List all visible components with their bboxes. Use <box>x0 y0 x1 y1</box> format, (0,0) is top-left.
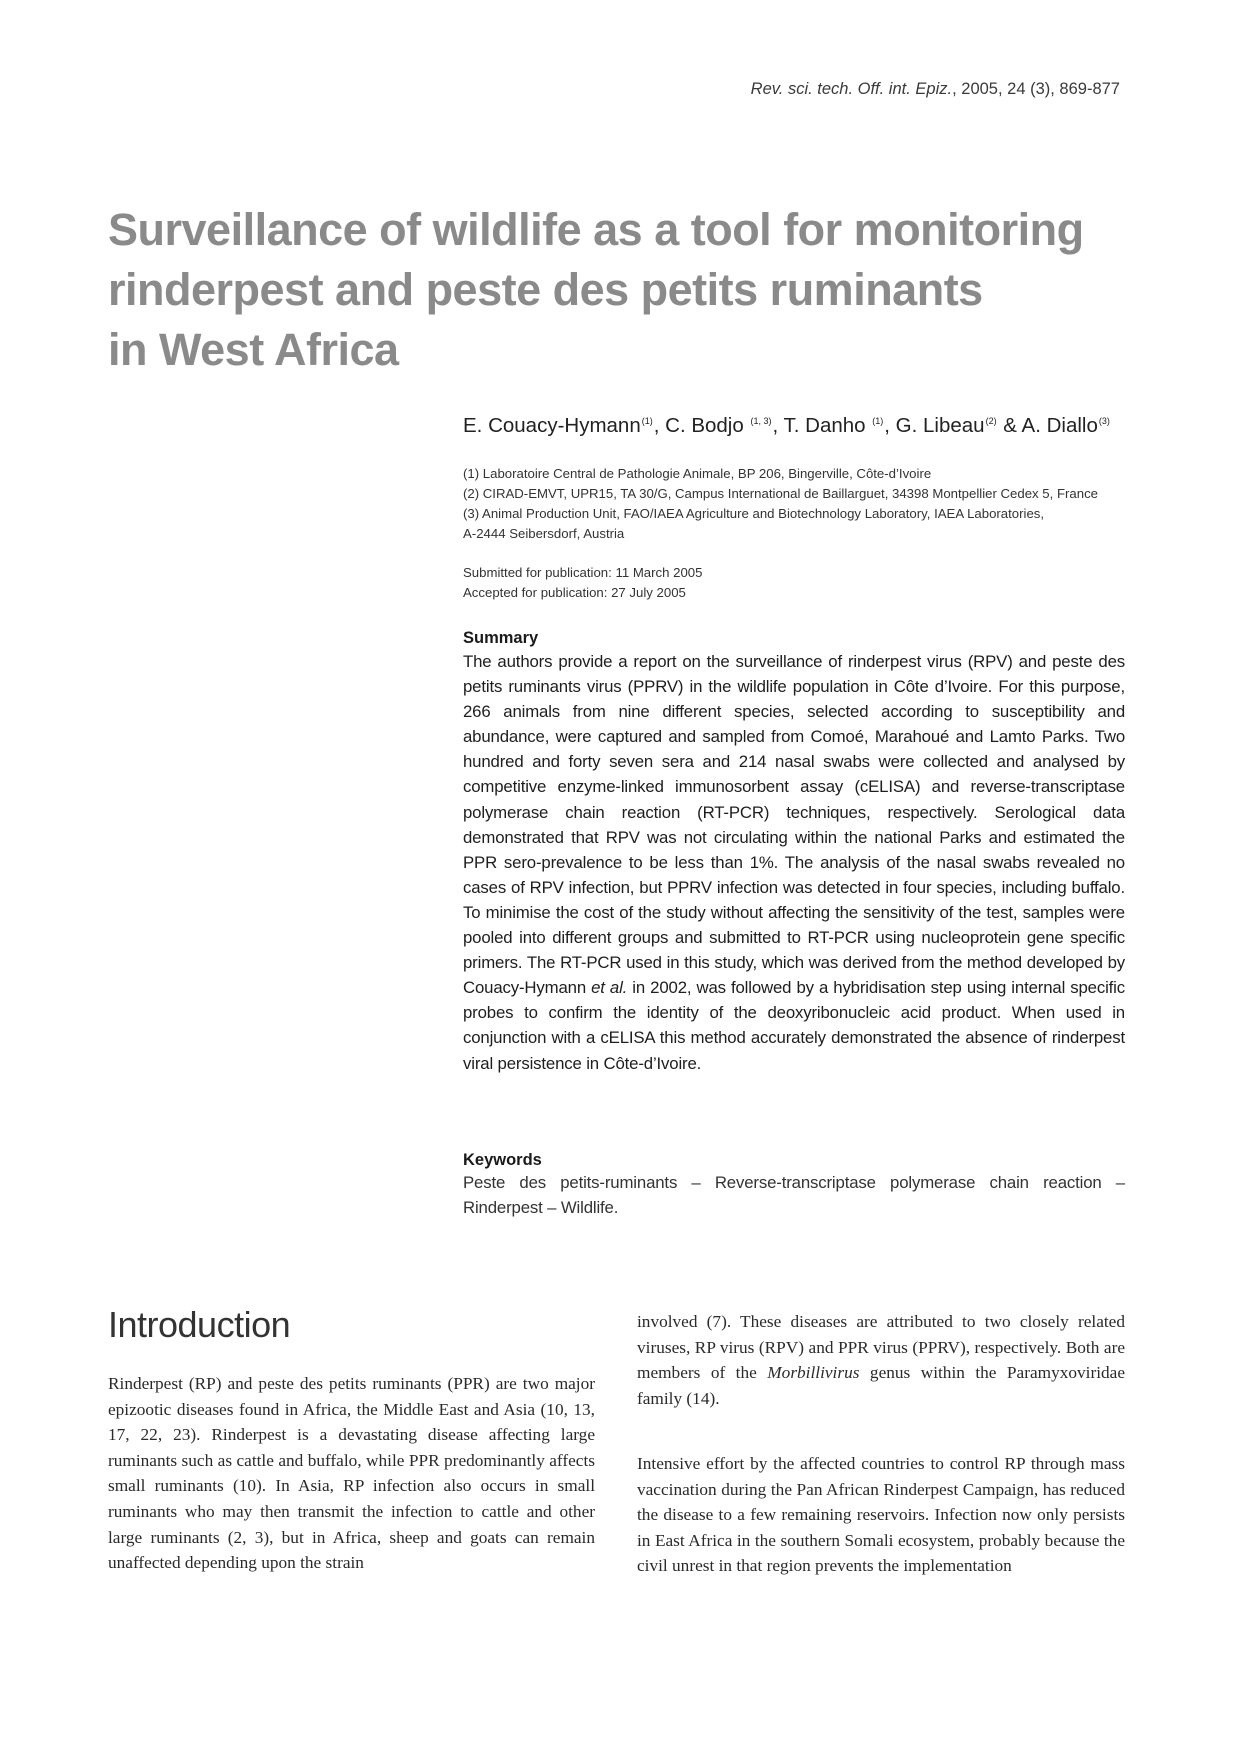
publication-year: 2005 <box>961 80 998 98</box>
author-affiliation-mark: (1) <box>872 416 884 426</box>
title-line: in West Africa <box>108 324 399 375</box>
keywords-section <box>463 1149 1125 1220</box>
body-paragraph <box>637 1309 1125 1411</box>
issue-pages: (3), 869-877 <box>1025 80 1120 98</box>
summary-etal: et al. <box>591 978 628 998</box>
author-affiliation-mark: (3) <box>1098 416 1110 426</box>
introduction-right-column-bottom <box>637 1451 1125 1579</box>
author-name: G. Libeau <box>895 414 985 437</box>
affiliation-line: (3) Animal Production Unit, FAO/IAEA Agriculture and Biotechnology Laboratory, IAEA Laboratories, <box>463 506 1045 521</box>
journal-name: Rev. sci. tech. Off. int. Epiz. <box>750 80 953 98</box>
author-list <box>463 414 1183 438</box>
author-name: E. Couacy-Hymann <box>463 414 641 437</box>
introduction-right-column-top <box>637 1309 1125 1411</box>
introduction-left-column <box>108 1371 595 1576</box>
body-paragraph: Intensive effort by the affected countries to control RP through mass vaccination during the Pan African Rinderpest Campaign, has reduced the disease to a few remaining reservoirs. Infection now only persists in East Africa in the southern Somali ecosystem, probably because the civil unrest in that region prevents the implementation <box>637 1454 1125 1576</box>
title-line: Surveillance of wildlife as a tool for monitoring <box>108 204 1084 255</box>
author-name: C. Bodjo <box>665 414 750 437</box>
summary-body: The authors provide a report on the surveillance of rinderpest virus (RPV) and peste des petits ruminants virus (PPRV) in the wildlife population in Côte d’Ivoire. For this purpose, 266 animals from nine different species, selected according to susceptibility and abundance, were captured and sampled from Comoé, Marahoué and Lamto Parks. Two hundred and forty seven sera and 214 nasal swabs were collected and analysed by competitive enzyme-linked immunosorbent assay (cELISA) and reverse-transcriptase polymerase chain reaction (RT-PCR) techniques, respectively. Serological data demonstrated that RPV was not circulating within the national Parks and estimated the PPR sero-prevalence to be less than 1%. The analysis of the nasal swabs revealed no cases of RPV infection, but PPRV infection was detected in four species, including buffalo. To minimise the cost of the study without affecting the sensitivity of the test, samples were pooled into different groups and submitted to RT-PCR using nucleoprotein gene specific primers. The RT-PCR used in this study, which was derived from the method developed by Couacy-Hymann <box>463 652 1125 998</box>
publication-dates <box>463 563 1183 603</box>
summary-section <box>463 627 1125 1076</box>
paragraph-text: involved (7). These diseases are attributed to two closely related viruses, RP virus (RPV) and PPR virus (PPRV), respectively. Both are members of the <box>637 1312 1125 1383</box>
volume-number: 24 <box>1007 80 1026 98</box>
author-separator: , <box>884 414 896 437</box>
author-separator: & <box>997 414 1022 437</box>
body-paragraph: Rinderpest (RP) and peste des petits ruminants (PPR) are two major epizootic diseases found in Africa, the Middle East and Asia (10, 13, 17, 22, 23). Rinderpest is a devastating disease affecting large ruminants such as cattle and buffalo, while PPR predominantly affects small ruminants (10). In Asia, RP infection also occurs in small ruminants who may then transmit the infection to cattle and other large ruminants (2, 3), but in Africa, sheep and goats can remain unaffected depending upon the strain <box>108 1374 595 1573</box>
author-affiliation-mark: (2) <box>985 416 997 426</box>
paragraph-text: genus within the Paramyxoviridae family (14). <box>637 1363 1125 1408</box>
summary-text <box>463 649 1125 1076</box>
affiliation-line: (1) Laboratoire Central de Pathologie Animale, BP 206, Bingerville, Côte-d’Ivoire <box>463 466 932 481</box>
author-name: T. Danho <box>783 414 872 437</box>
introduction-heading: Introduction <box>108 1304 291 1345</box>
author-name: A. Diallo <box>1021 414 1098 437</box>
author-separator: , <box>772 414 784 437</box>
genus-name: Morbillivirus <box>767 1363 860 1383</box>
author-affiliation-mark: (1) <box>641 416 653 426</box>
keywords-heading: Keywords <box>463 1151 542 1169</box>
header-sep-1: , <box>952 80 962 98</box>
accepted-date: Accepted for publication: 27 July 2005 <box>463 585 686 600</box>
title-line: rinderpest and peste des petits ruminants <box>108 264 983 315</box>
running-header <box>751 80 1120 99</box>
author-affiliation-mark: (1, 3) <box>750 416 772 426</box>
summary-heading: Summary <box>463 629 539 647</box>
affiliation-line: (2) CIRAD-EMVT, UPR15, TA 30/G, Campus International de Baillarguet, 34398 Montpellier Cedex 5, France <box>463 486 1099 501</box>
submitted-date: Submitted for publication: 11 March 2005 <box>463 565 703 580</box>
summary-body-continued: in 2002, was followed by a hybridisation step using internal specific probes to confirm the identity of the deoxyribonucleic acid product. When used in conjunction with a cELISA this method accurately demonstrated the absence of rinderpest viral persistence in Côte-d’Ivoire. <box>463 978 1125 1073</box>
keywords-text: Peste des petits-ruminants – Reverse-transcriptase polymerase chain reaction – Rinderpest – Wildlife. <box>463 1173 1125 1217</box>
author-separator: , <box>653 414 666 437</box>
article-title <box>108 200 1148 380</box>
affiliations <box>463 464 1183 544</box>
header-sep-2: , <box>997 80 1008 98</box>
affiliation-line: A-2444 Seibersdorf, Austria <box>463 526 625 541</box>
